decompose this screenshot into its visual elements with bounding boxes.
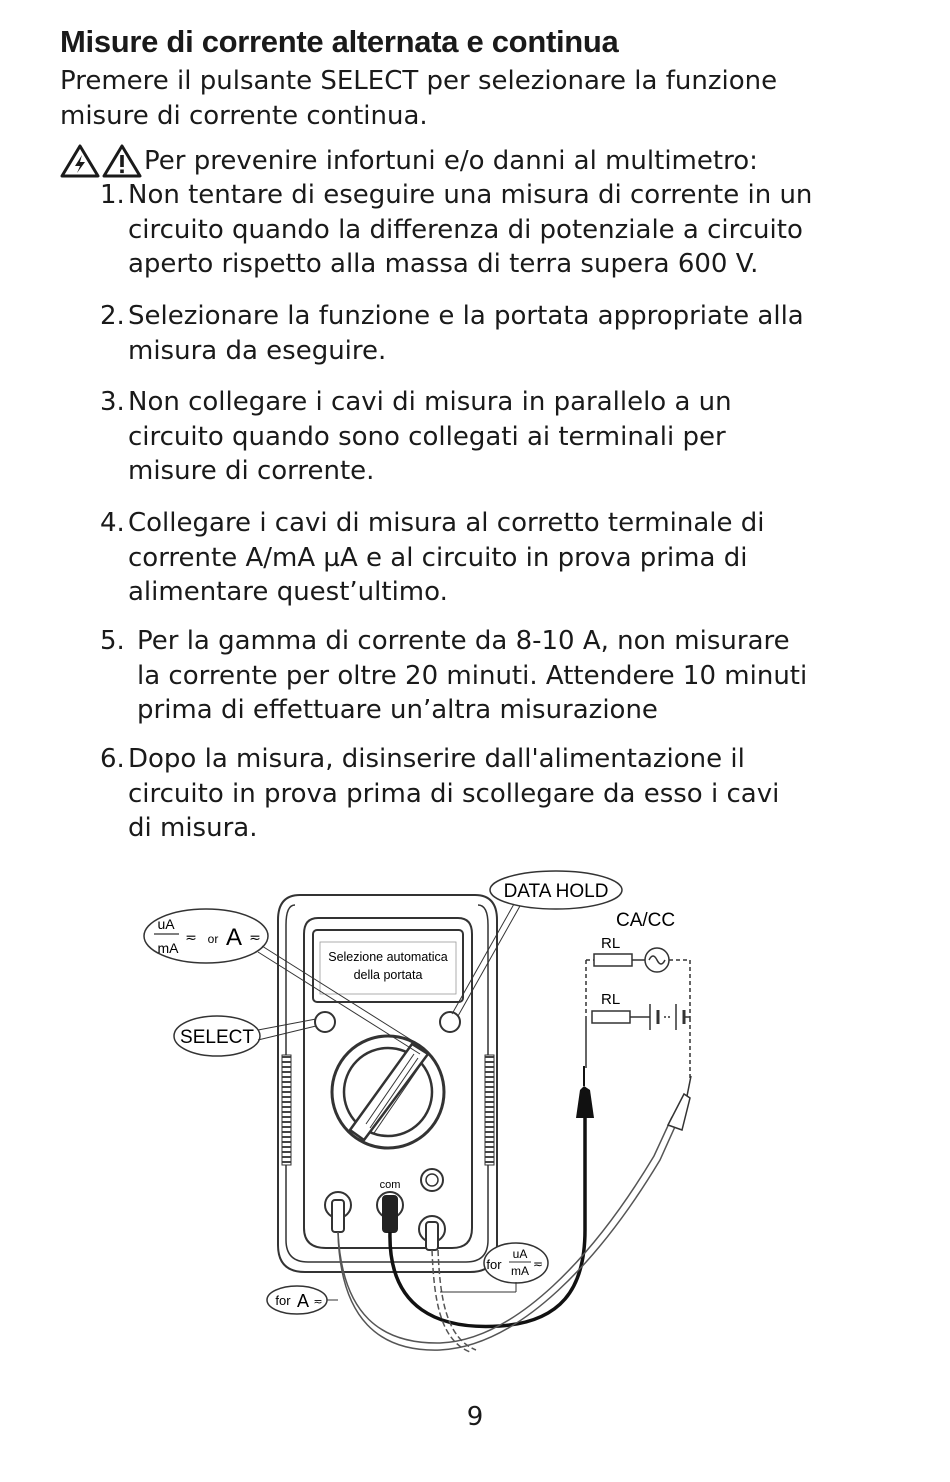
for-left-label: for: [275, 1293, 291, 1308]
intro-line-2: misure di corrente continua.: [60, 100, 428, 131]
ac-dc-symbol-2: ≂: [249, 929, 261, 945]
warning-text: Per prevenire infortuni e/o danni al multimetro:: [144, 146, 758, 176]
resistor-top: [594, 954, 632, 966]
data-hold-button-graphic: [440, 1012, 460, 1032]
list-item: [100, 385, 732, 489]
page-title: Misure di corrente alternata e continua: [60, 24, 619, 59]
ac-dc-symbol-1: ≂: [185, 929, 197, 945]
item-number: 1.: [100, 180, 125, 210]
rl-top-label: RL: [601, 935, 621, 952]
item-text: [100, 178, 812, 282]
left-grip: [282, 1055, 291, 1165]
item-number: 6.: [100, 744, 125, 774]
ua-right-label: uA: [512, 1247, 528, 1261]
multimeter-diagram: [130, 860, 710, 1360]
list-item: [100, 624, 807, 728]
item-line: alimentare quest’ultimo.: [128, 577, 448, 607]
item-line: Selezionare la funzione e la portata appropriate alla: [128, 301, 804, 331]
item-line: aperto rispetto alla massa di terra supera 600 V.: [128, 249, 759, 279]
item-number: 3.: [100, 387, 125, 417]
ma-label: mA: [157, 940, 179, 956]
list-item: [100, 299, 804, 368]
item-line: prima di effettuare un’altra misurazione: [137, 695, 658, 725]
warning-line: [60, 143, 758, 179]
data-hold-label: DATA HOLD: [503, 881, 609, 902]
display-text-line-2: della portata: [353, 968, 423, 982]
item-line: la corrente per oltre 20 minuti. Attendere 10 minuti: [137, 660, 808, 691]
right-grip: [485, 1055, 494, 1165]
black-probe: [576, 1086, 594, 1118]
item-line: Dopo la misura, disinserire dall'alimentazione il: [128, 744, 745, 774]
item-text: [100, 624, 807, 728]
caution-warning-icon: [102, 144, 142, 178]
plug-left: [332, 1200, 344, 1232]
list-item: [100, 742, 779, 846]
item-number: 4.: [100, 508, 125, 538]
amp-label: A: [225, 924, 243, 951]
item-line: circuito quando sono collegati ai terminali per: [128, 421, 726, 452]
plug-right: [426, 1222, 438, 1250]
select-label: SELECT: [180, 1027, 254, 1048]
item-number: 5.: [100, 626, 125, 656]
ma-right-label: mA: [511, 1264, 529, 1278]
item-text: [100, 742, 779, 846]
item-line: di misura.: [128, 813, 258, 843]
ac-dc-symbol-4: ≂: [313, 1296, 323, 1308]
page-number: 9: [466, 1402, 484, 1432]
item-line: circuito in prova prima di scollegare da esso i cavi: [128, 778, 780, 809]
a-left-label: A: [296, 1291, 310, 1311]
rl-bottom-label: RL: [601, 991, 621, 1008]
item-text: [100, 299, 804, 368]
item-number: 2.: [100, 301, 125, 331]
ca-cc-label: CA/CC: [616, 910, 676, 931]
resistor-bottom: [592, 1011, 630, 1023]
plug-com: [383, 1196, 397, 1232]
or-label: or: [207, 932, 219, 946]
item-line: Non tentare di eseguire una misura di corrente in un: [128, 180, 813, 210]
electric-shock-warning-icon: [60, 144, 100, 178]
item-line: misure di corrente.: [128, 456, 375, 486]
display-text-line-1: Selezione automatica: [328, 950, 448, 964]
item-line: Non collegare i cavi di misura in parallelo a un: [128, 387, 732, 417]
for-right-label: for: [486, 1257, 502, 1272]
item-line: Collegare i cavi di misura al corretto terminale di: [128, 508, 765, 538]
gray-probe: [668, 1094, 690, 1130]
com-label: com: [379, 1179, 401, 1191]
intro-line-1: Premere il pulsante SELECT per selezionare la funzione: [60, 66, 778, 96]
item-line: circuito quando la differenza di potenziale a circuito: [128, 214, 803, 245]
list-item: [100, 506, 765, 610]
item-text: [100, 506, 765, 610]
ac-dc-symbol-3: ≂: [532, 1257, 544, 1271]
select-button-graphic: [315, 1012, 335, 1032]
item-text: [100, 385, 732, 489]
item-line: misura da eseguire.: [128, 335, 387, 366]
list-item: [100, 178, 812, 282]
item-line: Per la gamma di corrente da 8-10 A, non misurare: [137, 626, 790, 656]
ua-label: uA: [157, 916, 175, 932]
intro-paragraph: [60, 64, 777, 133]
dc-battery: [650, 1004, 684, 1030]
item-line: corrente A/mA µA e al circuito in prova prima di: [128, 542, 748, 573]
